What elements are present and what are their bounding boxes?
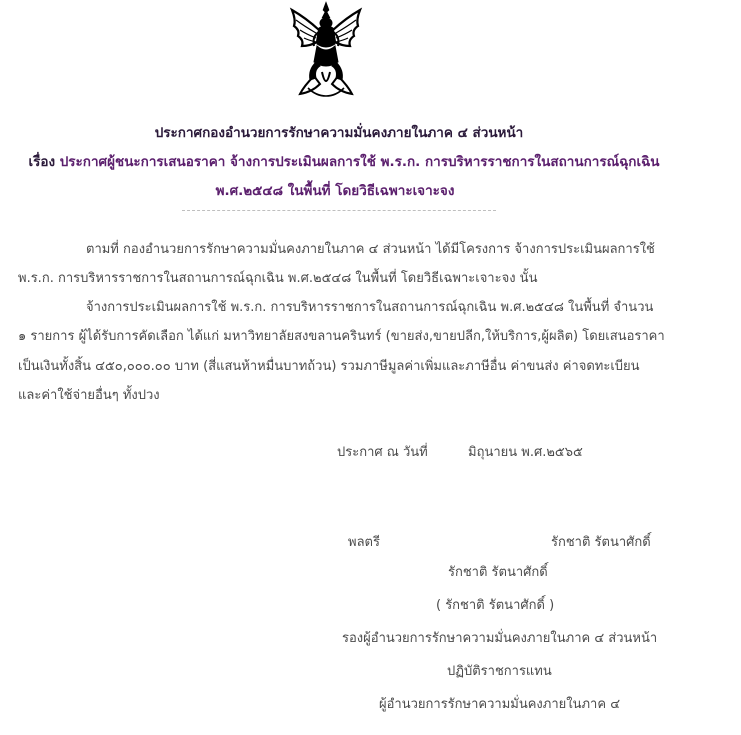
subject-text: ประกาศผู้ชนะการเสนอราคา จ้างการประเมินผลการใช้ พ.ร.ก. การบริหารราชการในสถานการณ์ฉุกเฉิน: [59, 154, 660, 170]
body-paragraph-2-line-1: จ้างการประเมินผลการใช้ พ.ร.ก. การบริหารราชการในสถานการณ์ฉุกเฉิน พ.ศ.๒๕๔๘ ในพื้นที่ จำนวน: [86, 300, 654, 315]
body-paragraph-1-line-2: พ.ร.ก. การบริหารราชการในสถานการณ์ฉุกเฉิน พ.ศ.๒๕๔๘ ในพื้นที่ โดยวิธีเฉพาะเจาะจง นั้น: [18, 271, 538, 286]
subject-line-2: [0, 179, 675, 201]
signer-name: รักชาติ รัตนาศักดิ์: [448, 565, 548, 580]
subject-line: [4, 150, 684, 172]
announce-date-value: มิถุนายน พ.ศ.๒๕๖๕: [468, 445, 583, 460]
signer-position: รองผู้อำนวยการรักษาความมั่นคงภายในภาค ๔ ส่วนหน้า: [342, 631, 658, 646]
subject-prefix: เรื่อง: [28, 154, 60, 170]
document-title: [0, 121, 679, 143]
garuda-emblem-icon: [286, 0, 366, 98]
acting-on-behalf: ปฏิบัติราชการแทน: [447, 664, 552, 679]
body-paragraph-2-line-2: ๑ รายการ ผู้ได้รับการคัดเลือก ได้แก่ มหาวิทยาลัยสงขลานครินทร์ (ขายส่ง,ขายปลีก,ให้บริการ,ผู้ผลิต) โดยเสนอราคา: [18, 329, 665, 344]
body-paragraph-2-line-3: เป็นเงินทั้งสิ้น ๔๕๐,๐๐๐.๐๐ บาท (สี่แสนห้าหมื่นบาทถ้วน) รวมภาษีมูลค่าเพิ่มและภาษีอื่น ค่าขนส่ง ค่าจดทะเบียน: [18, 359, 640, 374]
signature: รักชาติ รัตนาศักดิ์: [551, 535, 651, 550]
principal-position: ผู้อำนวยการรักษาความมั่นคงภายในภาค ๔: [379, 697, 621, 712]
subject-text-2: พ.ศ.๒๕๔๘ ในพื้นที่ โดยวิธีเฉพาะเจาะจง: [215, 183, 455, 199]
header-divider: [182, 210, 496, 211]
title-line-1: ประกาศกองอำนวยการรักษาความมั่นคงภายในภาค ๔ ส่วนหน้า: [154, 125, 524, 141]
signer-rank: พลตรี: [348, 535, 380, 550]
announce-date-label: ประกาศ ณ วันที่: [337, 445, 428, 460]
body-paragraph-2-line-4: และค่าใช้จ่ายอื่นๆ ทั้งปวง: [18, 388, 160, 403]
body-paragraph-1-line-1: ตามที่ กองอำนวยการรักษาความมั่นคงภายในภาค ๔ ส่วนหน้า ได้มีโครงการ จ้างการประเมินผลการใช้: [86, 242, 655, 257]
signer-name-parenthesized: ( รักชาติ รัตนาศักดิ์ ): [436, 598, 555, 613]
